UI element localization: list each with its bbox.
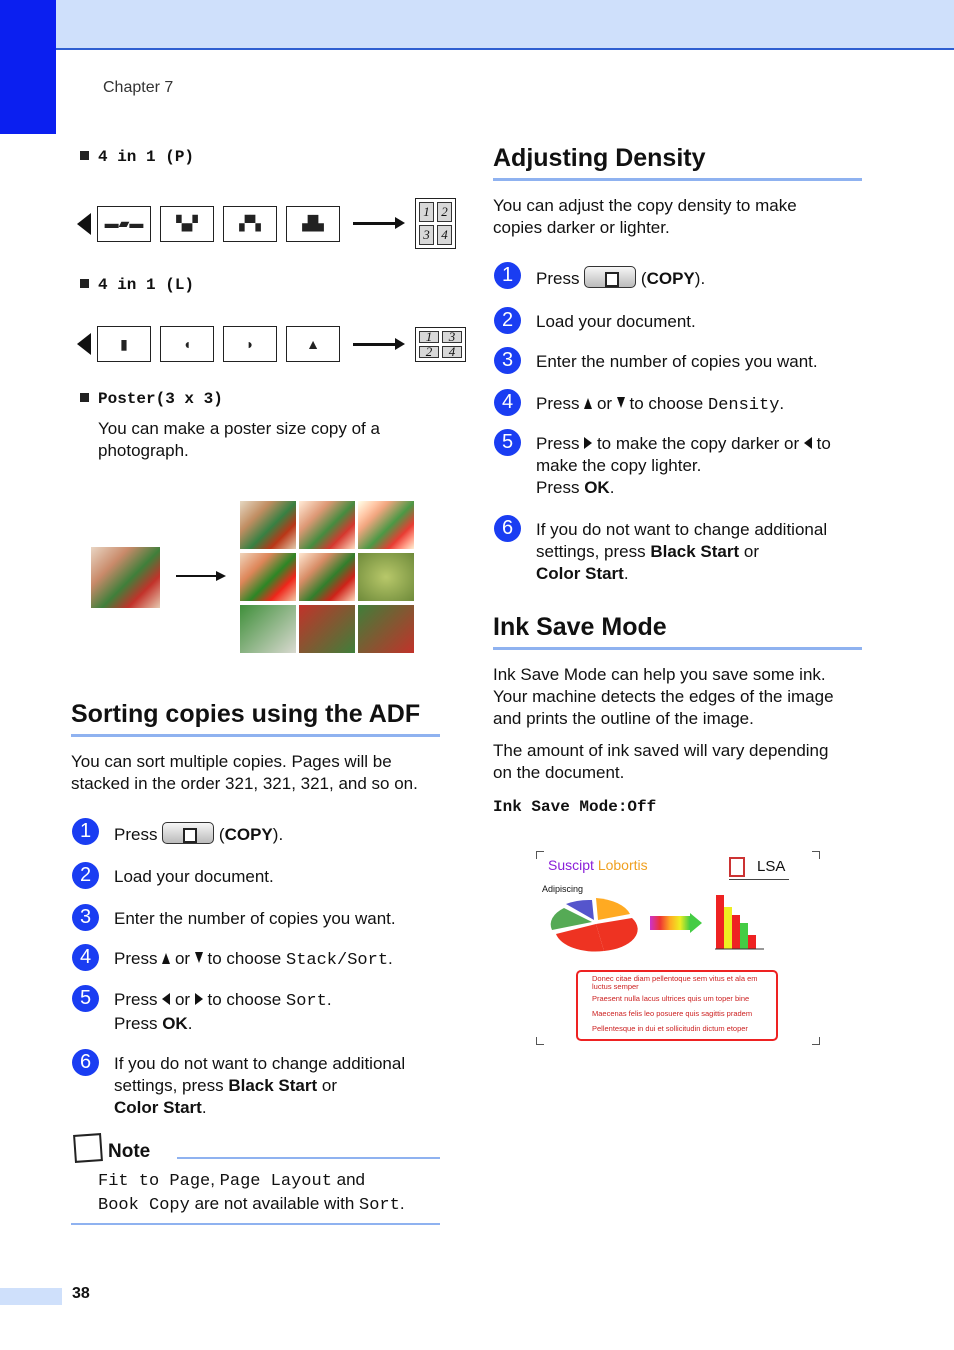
sample-subtitle: Adipiscing: [542, 884, 584, 894]
footer-band: [0, 1288, 62, 1305]
up-arrow-icon: [162, 953, 170, 964]
page-thumb-icon: ▟▙: [286, 206, 340, 242]
note-title: Note: [108, 1141, 151, 1162]
down-arrow-icon: [617, 397, 625, 408]
sort-step-3: 3 Enter the number of copies you want.: [72, 908, 396, 931]
header-band: [0, 0, 954, 50]
density-step-6: 6 If you do not want to change additional settings, press Black Start or Color Start.: [494, 519, 827, 585]
sample-bullet: Praesent nulla lacus ultrices quis um toper bine: [592, 994, 750, 1003]
density-step-2: 2 Load your document.: [494, 311, 696, 334]
copy-button-icon: [162, 822, 214, 844]
photo-arrowhead-icon: [216, 571, 226, 581]
step-number: 5: [72, 985, 99, 1012]
poster-tile: [358, 553, 414, 601]
step-number: 5: [494, 429, 521, 456]
inksave-sample-document: [536, 851, 820, 1045]
grid-cell: 3: [442, 331, 462, 343]
inksave-description: Ink Save Mode can help you save some ink. Your machine detects the edges of the image and prints the outline of the image.: [493, 665, 834, 728]
copy-button-icon: [584, 266, 636, 288]
source-photo: [91, 547, 160, 608]
page-thumb-icon: ▮: [97, 326, 151, 362]
sample-pie-chart: [544, 896, 644, 956]
inksave-heading: Ink Save Mode: [493, 613, 667, 641]
step-number: 2: [494, 307, 521, 334]
poster-tile: [240, 605, 296, 653]
step-number: 2: [72, 862, 99, 889]
step-number: 1: [72, 818, 99, 845]
right-arrow-icon: [195, 993, 203, 1005]
density-step-4: 4 Press or to choose Density.: [494, 393, 784, 417]
crop-mark: [536, 1037, 544, 1045]
crop-mark: [536, 851, 544, 859]
up-arrow-icon: [584, 398, 592, 409]
grid-cell: 2: [437, 202, 452, 222]
grid-cell: 4: [442, 346, 462, 358]
sort-step-2: 2 Load your document.: [72, 866, 274, 889]
layout-4in1-l-diagram: [77, 326, 466, 362]
note-rule-top: [177, 1157, 440, 1159]
down-arrow-icon: [195, 952, 203, 963]
sample-bullet: Maecenas felis leo posuere quis sagittis pradem: [592, 1009, 753, 1018]
page-thumb-icon: ▬▰▬: [97, 206, 151, 242]
chapter-label: Chapter 7: [103, 79, 174, 96]
sample-bar-chart: [714, 893, 766, 951]
left-arrow-icon: [77, 333, 91, 355]
poster-tiles: [240, 501, 414, 653]
density-rule: [493, 178, 862, 181]
right-arrow-icon: [353, 343, 397, 346]
grid-cell: 4: [437, 225, 452, 245]
poster-tile: [240, 501, 296, 549]
density-step-1: 1 Press (COPY).: [494, 266, 705, 290]
note-rule-bottom: [71, 1223, 440, 1225]
sample-bullet: Pellentesque in dui et sollicitudin dictum etoper: [592, 1024, 748, 1033]
grid-cell: 3: [419, 225, 434, 245]
right-arrow-icon: [584, 437, 592, 449]
poster-description: You can make a poster size copy of a photograph.: [98, 419, 380, 460]
page-thumb-icon: ▞▚: [223, 206, 277, 242]
sort-step-4: 4 Press or to choose Stack/Sort.: [72, 948, 393, 972]
step-number: 1: [494, 262, 521, 289]
bar: [716, 895, 724, 949]
page-thumb-icon: ◖: [160, 326, 214, 362]
chapter-tab: [0, 0, 56, 134]
left-arrow-icon: [804, 437, 812, 449]
layout-4in1-p-diagram: [77, 198, 456, 249]
note-pencil-icon: [73, 1133, 103, 1163]
sort-step-5: 5 Press or to choose Sort. Press OK.: [72, 989, 332, 1035]
sample-title: Suscipt Lobortis: [548, 857, 648, 873]
left-arrow-icon: [77, 213, 91, 235]
poster-tile: [299, 605, 355, 653]
sort-step-1: 1 Press (COPY).: [72, 822, 283, 846]
step-number: 6: [494, 515, 521, 542]
layout-4in1-l-label: 4 in 1 (L): [80, 276, 194, 294]
crop-mark: [812, 851, 820, 859]
bar: [740, 923, 748, 949]
step-number: 6: [72, 1049, 99, 1076]
inksave-setting: Ink Save Mode:Off: [493, 798, 657, 816]
step-number: 4: [494, 389, 521, 416]
sorting-intro: You can sort multiple copies. Pages will be stacked in the order 321, 321, 321, and so on.: [71, 752, 418, 793]
sorting-rule: [71, 734, 440, 737]
sorting-heading: Sorting copies using the ADF: [71, 700, 421, 728]
pie-slice-red2: [556, 924, 604, 952]
density-intro: You can adjust the copy density to make copies darker or lighter.: [493, 196, 797, 237]
lsa-logo-icon: [729, 857, 745, 877]
poster-tile: [358, 501, 414, 549]
result-grid-landscape: [415, 327, 466, 362]
rainbow-arrow-icon: [650, 916, 690, 930]
inksave-rule: [493, 647, 862, 650]
rainbow-arrowhead-icon: [690, 913, 702, 933]
bar: [732, 915, 740, 949]
sample-logo-text: LSA: [757, 858, 786, 875]
sort-step-6: 6 If you do not want to change additional settings, press Black Start or Color Start.: [72, 1053, 405, 1119]
poster-label: Poster(3 x 3): [80, 390, 223, 408]
right-arrow-icon: [353, 222, 397, 225]
grid-cell: 1: [419, 331, 439, 343]
pie-slice-orange: [596, 898, 630, 920]
page-number: 38: [72, 1285, 90, 1302]
photo-arrow-icon: [176, 575, 218, 577]
sample-bullet-box: [576, 970, 778, 1041]
poster-tile: [358, 605, 414, 653]
poster-tile: [240, 553, 296, 601]
step-number: 4: [72, 944, 99, 971]
grid-cell: 1: [419, 202, 434, 222]
poster-tile: [299, 553, 355, 601]
inksave-note: The amount of ink saved will vary depending on the document.: [493, 741, 829, 782]
left-arrow-icon: [162, 993, 170, 1005]
layout-4in1-p-label: 4 in 1 (P): [80, 148, 194, 166]
grid-cell: 2: [419, 346, 439, 358]
sample-bullet: Donec citae diam pellentoque sem vitus et ala em luctus semper: [592, 974, 758, 991]
logo-underline: [729, 879, 789, 880]
step-number: 3: [494, 347, 521, 374]
page-thumb-icon: ▲: [286, 326, 340, 362]
poster-tile: [299, 501, 355, 549]
density-step-3: 3 Enter the number of copies you want.: [494, 351, 818, 374]
page-thumb-icon: ▚▞: [160, 206, 214, 242]
page-thumb-icon: ◗: [223, 326, 277, 362]
step-number: 3: [72, 904, 99, 931]
result-grid-portrait: [415, 198, 456, 249]
note-text: Fit to Page, Page Layout and Book Copy are not available with Sort.: [98, 1170, 405, 1215]
density-heading: Adjusting Density: [493, 144, 706, 172]
crop-mark: [812, 1037, 820, 1045]
bar: [748, 935, 756, 949]
density-step-5: 5 Press to make the copy darker or to make the copy lighter. Press OK.: [494, 433, 831, 499]
bar: [724, 907, 732, 949]
